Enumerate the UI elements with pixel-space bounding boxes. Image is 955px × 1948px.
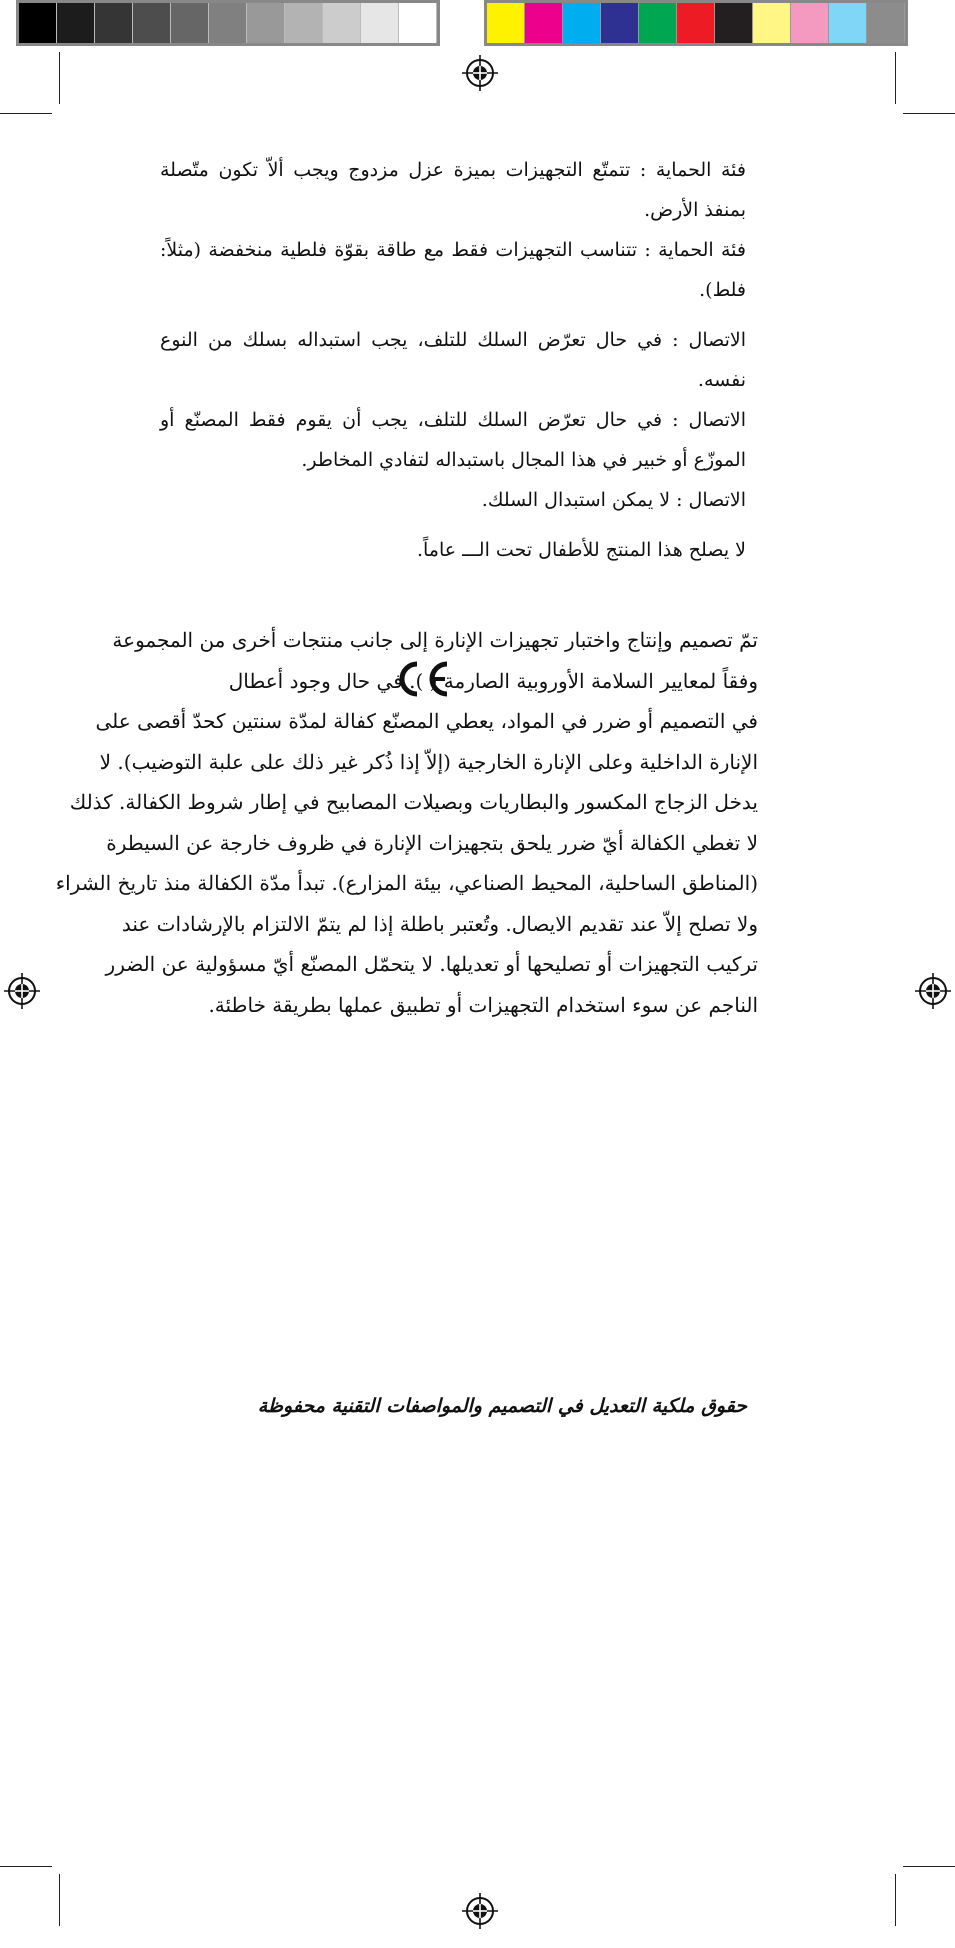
process-color-bar — [484, 0, 908, 46]
gray-swatch-5 — [171, 3, 209, 43]
warranty-line: ولا تصلح إلاّ عند تقديم الايصال. وتُعتبر باطلة إذا لم يتمّ الالتزام بالإرشادات عند — [121, 911, 758, 936]
process-swatch-1 — [487, 3, 525, 43]
warranty-line: الإنارة الداخلية وعلى الإنارة الخارجية (إلاّ إذا ذُكر غير ذلك على علبة التوضيب). لا — [99, 749, 758, 774]
registration-mark-icon — [4, 973, 40, 1009]
protection-class-2-text: فئة الحماية : تتمتّع التجهيزات بميزة عزل مزدوج ويجب ألاّ تكون متّصلة بمنفذ الأرض. — [160, 159, 746, 221]
warranty-section — [55, 620, 758, 1025]
process-swatch-8 — [753, 3, 791, 43]
connection-replace-same-text: الاتصال : في حال تعرّض السلك للتلف، يجب استبداله بسلك من النوع نفسه. — [160, 329, 746, 391]
gray-swatch-6 — [209, 3, 247, 43]
safety-section — [160, 150, 746, 570]
gray-swatch-7 — [247, 3, 285, 43]
process-swatch-6 — [677, 3, 715, 43]
crop-mark-top-right-v — [895, 52, 896, 104]
gray-swatch-10 — [361, 3, 399, 43]
rights-reserved-text: حقوق ملكية التعديل في التصميم والمواصفات التقنية محفوظة — [257, 1395, 747, 1417]
process-swatch-11 — [867, 3, 905, 43]
warranty-line: (المناطق الساحلية، المحيط الصناعي، بيئة المزارع). تبدأ مدّة الكفالة منذ تاريخ الشراء — [55, 871, 758, 895]
registration-mark-icon — [462, 1893, 498, 1929]
gray-swatch-2 — [57, 3, 95, 43]
crop-mark-bottom-right-h — [903, 1866, 955, 1867]
crop-mark-bottom-right-v — [895, 1874, 896, 1926]
crop-mark-bottom-left-v — [59, 1874, 60, 1926]
grayscale-color-bar — [16, 0, 440, 46]
ce-mark-icon — [387, 659, 457, 699]
gray-swatch-4 — [133, 3, 171, 43]
children-warning-text: لا يصلح هذا المنتج للأطفال تحت الـــ عاماً. — [416, 539, 746, 561]
process-swatch-3 — [563, 3, 601, 43]
connection-replace-expert-text: الاتصال : في حال تعرّض السلك للتلف، يجب أن يقوم فقط المصنّع أو الموزّع أو خبير في هذا المجال باستبداله لتفادي المخاطر. — [160, 409, 746, 471]
process-swatch-7 — [715, 3, 753, 43]
process-swatch-5 — [639, 3, 677, 43]
warranty-line: لا تغطي الكفالة أيّ ضرر يلحق بتجهيزات الإنارة في ظروف خارجة عن السيطرة — [106, 830, 758, 855]
registration-mark-icon — [462, 55, 498, 91]
process-swatch-4 — [601, 3, 639, 43]
crop-mark-bottom-left-h — [0, 1866, 52, 1867]
gray-swatch-1 — [19, 3, 57, 43]
warranty-line: يدخل الزجاج المكسور والبطاريات وبصيلات المصابيح في إطار شروط الكفالة. كذلك — [69, 790, 758, 814]
gray-swatch-8 — [285, 3, 323, 43]
warranty-line: الناجم عن سوء استخدام التجهيزات أو تطبيق عملها بطريقة خاطئة. — [208, 992, 758, 1017]
connection-no-replace-text: الاتصال : لا يمكن استبدال السلك. — [481, 489, 746, 511]
protection-class-3-text: فئة الحماية : تتناسب التجهيزات فقط مع طاقة بقوّة فلطية منخفضة (مثلاً: فلط). — [160, 239, 746, 301]
gray-swatch-3 — [95, 3, 133, 43]
warranty-line-text: وفقاً لمعايير السلامة الأوروبية الصارمة ( ). في حال وجود أعطال — [228, 668, 758, 693]
warranty-line: تمّ تصميم وإنتاج واختبار تجهيزات الإنارة إلى جانب منتجات أخرى من المجموعة — [112, 628, 758, 652]
process-swatch-2 — [525, 3, 563, 43]
gray-swatch-11 — [399, 3, 437, 43]
warranty-line: في التصميم أو ضرر في المواد، يعطي المصنّع كفالة لمدّة سنتين كحدّ أقصى على — [95, 709, 758, 733]
crop-mark-top-right-h — [903, 113, 955, 114]
crop-mark-top-left-v — [59, 52, 60, 104]
warranty-line: تركيب التجهيزات أو تصليحها أو تعديلها. لا يتحمّل المصنّع أيّ مسؤولية عن الضرر — [105, 952, 758, 976]
registration-mark-icon — [915, 973, 951, 1009]
warranty-line — [104, 661, 758, 702]
gray-swatch-9 — [323, 3, 361, 43]
process-swatch-9 — [791, 3, 829, 43]
crop-mark-top-left-h — [0, 113, 52, 114]
process-swatch-10 — [829, 3, 867, 43]
